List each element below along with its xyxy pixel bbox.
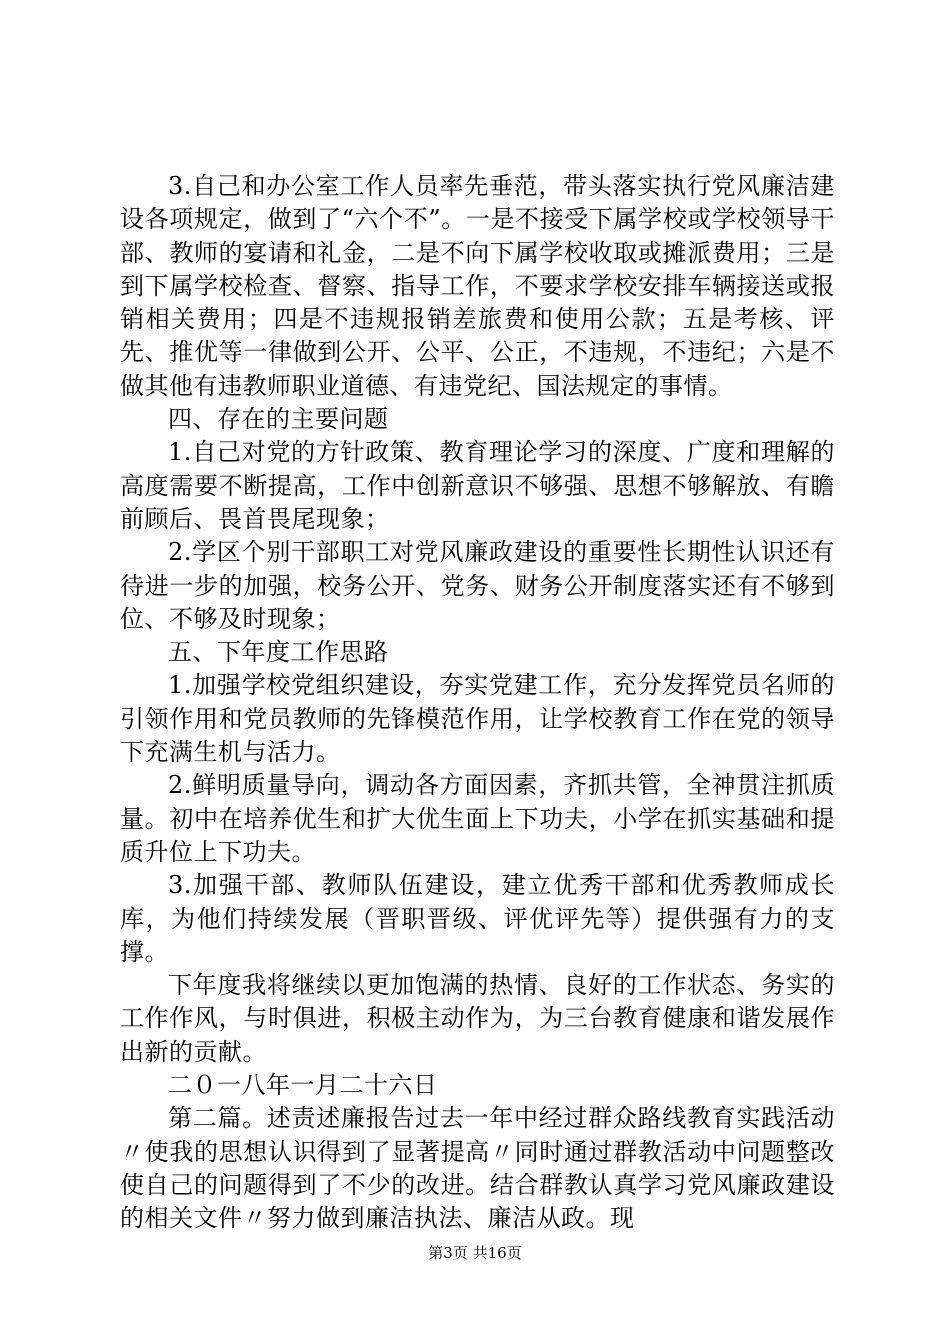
page-number-footer: 第3页 共16页 [428, 1244, 522, 1262]
section-heading-problems: 四、存在的主要问题 [168, 405, 389, 434]
date-line: 二０一八年一月二十六日 [168, 1071, 438, 1100]
paragraph-second-article: 第二篇。述责述廉报告过去一年中经过群众路线教育实践活动〃使我的思想认识得到了显著提高〃同时通过群教活动中问题整改使自己的问题得到了不少的改进。结合群教认真学习党风廉政建设的相关文件〃努力做到廉洁执法、廉洁从政。现 [120, 1104, 835, 1233]
document-body [120, 170, 835, 1236]
paragraph-plan-1: 1.加强学校党组织建设，夯实党建工作，充分发挥党员名师的引领作用和党员教师的先锋模范作用，让学校教育工作在党的领导下充满生机与活力。 [120, 671, 835, 767]
paragraph-problem-1: 1.自己对党的方针政策、教育理论学习的深度、广度和理解的高度需要不断提高，工作中创新意识不够强、思想不够解放、有瞻前顾后、畏首畏尾现象； [120, 438, 835, 533]
paragraph-plan-3: 3.加强干部、教师队伍建设，建立优秀干部和优秀教师成长库，为他们持续发展（晋职晋级、评优评先等）提供强有力的支撑。 [120, 871, 835, 966]
paragraph-closing: 下年度我将继续以更加饱满的热情、良好的工作状态、务实的工作作风，与时俱进，积极主动作为，为三台教育健康和谐发展作出新的贡献。 [120, 971, 835, 1066]
paragraph-plan-2: 2.鲜明质量导向，调动各方面因素，齐抓共管，全神贯注抓质量。初中在培养优生和扩大优生面上下功夫，小学在抓实基础和提质升位上下功夫。 [120, 771, 835, 866]
paragraph-commitments: 3.自己和办公室工作人员率先垂范，带头落实执行党风廉洁建设各项规定，做到了“六个不”。一是不接受下属学校或学校领导干部、教师的宴请和礼金，二是不向下属学校收取或摊派费用；三是到下属学校检查、督察、指导工作，不要求学校安排车辆接送或报销相关费用；四是不违规报销差旅费和使用公款；五是考核、评先、推优等一律做到公开、公平、公正，不违规，不违纪；六是不做其他有违教师职业道德、有违党纪、国法规定的事情。 [120, 172, 835, 400]
paragraph-problem-2: 2.学区个别干部职工对党风廉政建设的重要性长期性认识还有待进一步的加强，校务公开、党务、财务公开制度落实还有不够到位、不够及时现象； [120, 538, 835, 633]
section-heading-next-year: 五、下年度工作思路 [168, 638, 389, 667]
